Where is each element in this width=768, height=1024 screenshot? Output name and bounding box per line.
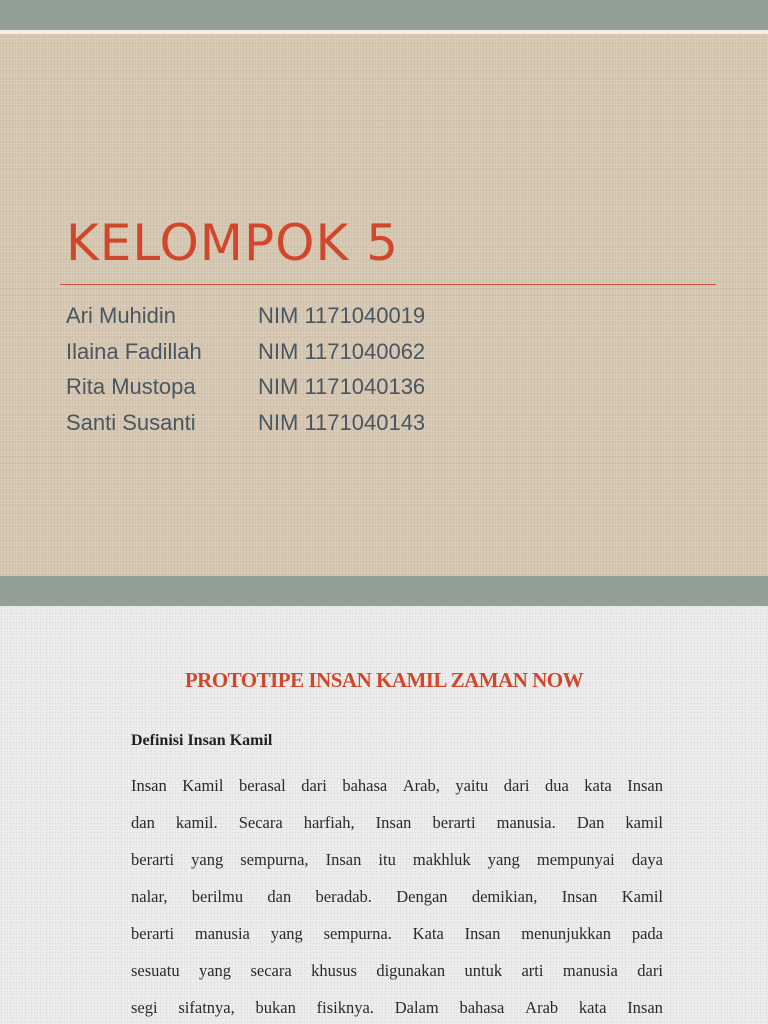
slide-2-title: PROTOTIPE INSAN KAMIL ZAMAN NOW [184, 668, 584, 692]
member-name: Rita Mustopa [66, 374, 196, 399]
paragraph-line: sesuatu yang secara khusus digunakan untuk arti manusia dari [131, 961, 663, 980]
member-nim: NIM 1171040062 [258, 338, 426, 364]
member-row [66, 405, 425, 441]
member-row [66, 369, 425, 405]
title-divider [60, 284, 716, 285]
slide-1-title: KELOMPOK 5 [66, 214, 399, 272]
paragraph-line: berarti yang sempurna, Insan itu makhluk yang mempunyai daya [131, 850, 663, 869]
section-heading: Definisi Insan Kamil [131, 732, 273, 749]
member-nim: NIM 1171040019 [258, 303, 426, 328]
paragraph [131, 767, 663, 1024]
paragraph-line: berarti manusia yang sempurna. Kata Insan menunjukkan pada [131, 924, 663, 943]
member-nim: NIM 1171040136 [258, 374, 426, 399]
paragraph-line: nalar, berilmu dan beradab. Dengan demikian, Insan Kamil [131, 887, 663, 906]
paragraph-line: segi sifatnya, bukan fisiknya. Dalam bahasa Arab kata Insan [131, 998, 663, 1017]
member-row [66, 298, 425, 334]
member-row [66, 334, 425, 370]
member-nim: NIM 1171040143 [258, 409, 426, 435]
paragraph-line: dan kamil. Secara harfiah, Insan berarti manusia. Dan kamil [131, 813, 663, 832]
member-name: Santi Susanti [66, 409, 196, 435]
member-name: Ilaina Fadillah [66, 338, 202, 364]
member-name: Ari Muhidin [66, 303, 177, 328]
member-list [66, 298, 425, 440]
slide-1-top-border [0, 30, 768, 34]
paragraph-line: Insan Kamil berasal dari bahasa Arab, yaitu dari dua kata Insan [131, 776, 663, 795]
